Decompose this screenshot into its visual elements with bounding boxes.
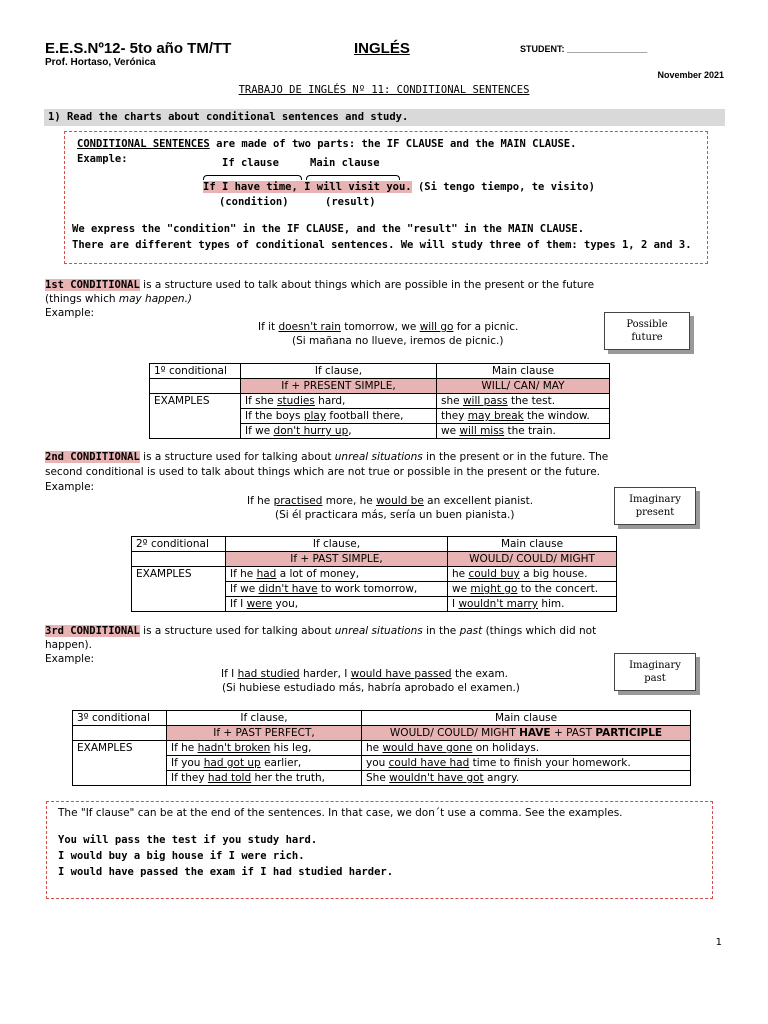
note-line-4: I would have passed the exam if I had studied harder.	[58, 866, 394, 878]
third-desc-1: 3rd CONDITIONAL is a structure used for talking about unreal situations in the past (things which did not	[45, 625, 597, 637]
second-translation: (Si él practicara más, sería un buen pianista.)	[275, 509, 515, 521]
first-desc-2a: (things which	[45, 293, 119, 305]
first-t-r1-if: If she studies hard,	[241, 394, 437, 409]
main-clause-brace	[306, 175, 400, 180]
table-row	[132, 537, 617, 552]
third-table	[72, 710, 691, 786]
condition-label: (condition)	[219, 196, 289, 208]
second-t-c2: If clause,	[226, 537, 448, 552]
note-line-3: I would buy a big house if I were rich.	[58, 850, 305, 862]
intro-line-1	[77, 138, 576, 150]
first-example-label: Example:	[45, 307, 95, 319]
second-t-form-main: WOULD/ COULD/ MIGHT	[448, 552, 617, 567]
third-example-label: Example:	[45, 653, 95, 665]
second-t-r2-main: we might go to the concert.	[448, 582, 617, 597]
third-desc-2: happen).	[45, 639, 92, 651]
second-desc-1c: in the present or in the future. The	[422, 451, 609, 463]
document-title: TRABAJO DE INGLÉS Nº 11: CONDITIONAL SENTENCES	[238, 84, 530, 96]
first-t-r3-if: If we don't hurry up,	[241, 424, 437, 439]
third-note-text: Imaginary past	[629, 660, 681, 684]
third-t-r3-if: If they had told her the truth,	[167, 771, 362, 786]
first-desc-1-text: is a structure used to talk about things which are possible in the present or the future	[139, 279, 595, 291]
main-clause-label: Main clause	[310, 157, 380, 169]
subject-title: INGLÉS	[354, 40, 410, 57]
second-desc-1	[45, 451, 608, 463]
third-t-blank	[73, 726, 167, 741]
first-t-r3-main: we will miss the train.	[437, 424, 610, 439]
second-t-c3: Main clause	[448, 537, 617, 552]
second-t-form-if: If + PAST SIMPLE,	[226, 552, 448, 567]
first-table	[149, 363, 610, 439]
teacher-name: Prof. Hortaso, Verónica	[45, 57, 156, 68]
third-t-r2-if: If you had got up earlier,	[167, 756, 362, 771]
second-t-r2-if: If we didn't have to work tomorrow,	[226, 582, 448, 597]
intro-line-4: There are different types of conditional sentences. We will study three of them: types 1, 2 and 3.	[72, 239, 692, 251]
second-table	[131, 536, 617, 612]
first-t-form-main: WILL/ CAN/ MAY	[437, 379, 610, 394]
second-t-blank	[132, 552, 226, 567]
first-t-examples: EXAMPLES	[150, 394, 241, 439]
first-example	[258, 321, 518, 333]
student-field: STUDENT: ________________	[520, 44, 648, 54]
second-example-label: Example:	[45, 481, 95, 493]
first-t-r1-main: she will pass the test.	[437, 394, 610, 409]
intro-term: CONDITIONAL SENTENCES	[77, 138, 210, 150]
second-t-r3-if: If I were you,	[226, 597, 448, 612]
second-desc-2: second conditional is used to talk about things which are not true or possible in the present or the future.	[45, 466, 601, 478]
third-example: If I had studied harder, I would have passed the exam.	[221, 668, 509, 680]
if-clause-brace	[203, 175, 302, 180]
first-note-text: Possible future	[626, 319, 668, 343]
first-t-c2: If clause,	[241, 364, 437, 379]
result-label: (result)	[325, 196, 376, 208]
intro-line-1-rest: are made of two parts: the IF CLAUSE and the MAIN CLAUSE.	[209, 138, 577, 150]
example-translation: (Si tengo tiempo, te visito)	[411, 181, 595, 193]
third-t-examples: EXAMPLES	[73, 741, 167, 786]
note-line-2: You will pass the test if you study hard.	[58, 834, 318, 846]
first-t-r2-if: If the boys play football there,	[241, 409, 437, 424]
second-t-r3-main: I wouldn't marry him.	[448, 597, 617, 612]
third-translation: (Si hubiese estudiado más, habría aprobado el examen.)	[222, 682, 520, 694]
second-note-text: Imaginary present	[629, 494, 681, 518]
first-t-blank	[150, 379, 241, 394]
document-date: November 2021	[657, 70, 724, 80]
intro-example-sentence	[203, 181, 595, 193]
first-t-r2-main: they may break the window.	[437, 409, 610, 424]
table-row	[132, 567, 617, 582]
first-desc-1	[45, 279, 594, 291]
first-heading: 1st CONDITIONAL	[45, 279, 140, 291]
table-row	[150, 379, 610, 394]
third-t-form-if: If + PAST PERFECT,	[167, 726, 362, 741]
third-t-r1-main: he would have gone on holidays.	[362, 741, 691, 756]
second-example: If he practised more, he would be an excellent pianist.	[247, 495, 534, 507]
third-t-r1-if: If he hadn't broken his leg,	[167, 741, 362, 756]
third-t-form-main: WOULD/ COULD/ MIGHT HAVE + PAST PARTICIPLE	[362, 726, 691, 741]
first-desc-2	[45, 293, 192, 305]
table-row	[73, 726, 691, 741]
third-t-r2-main: you could have had time to finish your homework.	[362, 756, 691, 771]
table-row	[73, 711, 691, 726]
first-ex-b: doesn't rain	[278, 321, 341, 333]
instruction-bar: 1) Read the charts about conditional sentences and study.	[44, 109, 725, 126]
first-translation: (Si mañana no llueve, iremos de picnic.)	[292, 335, 504, 347]
second-desc-1b: unreal situations	[334, 451, 423, 463]
second-t-examples: EXAMPLES	[132, 567, 226, 612]
second-t-r1-main: he could buy a big house.	[448, 567, 617, 582]
third-note-box	[614, 653, 696, 691]
example-if-part: If I have time,	[203, 181, 298, 193]
second-t-c1: 2º conditional	[132, 537, 226, 552]
table-row	[73, 741, 691, 756]
school-name: E.E.S.Nº12- 5to año TM/TT	[45, 40, 232, 57]
page-number: 1	[715, 937, 722, 948]
example-main-part: I will visit you.	[297, 181, 412, 193]
table-row	[150, 394, 610, 409]
second-heading: 2nd CONDITIONAL	[45, 451, 140, 463]
first-ex-e: for a picnic.	[453, 321, 519, 333]
if-clause-label: If clause	[222, 157, 279, 169]
intro-example-label: Example:	[77, 153, 128, 165]
third-heading: 3rd CONDITIONAL	[45, 625, 140, 637]
third-t-r3-main: She wouldn't have got angry.	[362, 771, 691, 786]
first-ex-d: will go	[419, 321, 454, 333]
first-ex-a: If it	[258, 321, 279, 333]
first-desc-2b: may happen.)	[118, 293, 193, 305]
intro-line-3: We express the "condition" in the IF CLAUSE, and the "result" in the MAIN CLAUSE.	[72, 223, 585, 235]
first-t-c3: Main clause	[437, 364, 610, 379]
second-note-box	[614, 487, 696, 525]
third-t-c3: Main clause	[362, 711, 691, 726]
third-t-c2: If clause,	[167, 711, 362, 726]
first-t-form-if: If + PRESENT SIMPLE,	[241, 379, 437, 394]
first-ex-c: tomorrow, we	[340, 321, 420, 333]
third-t-c1: 3º conditional	[73, 711, 167, 726]
second-t-r1-if: If he had a lot of money,	[226, 567, 448, 582]
table-row	[150, 364, 610, 379]
note-line-1: The "If clause" can be at the end of the sentences. In that case, we don´t use a comma. See the examples.	[58, 807, 623, 819]
second-desc-1a: is a structure used for talking about	[139, 451, 335, 463]
table-row	[132, 552, 617, 567]
first-note-box	[604, 312, 690, 350]
first-t-c1: 1º conditional	[150, 364, 241, 379]
